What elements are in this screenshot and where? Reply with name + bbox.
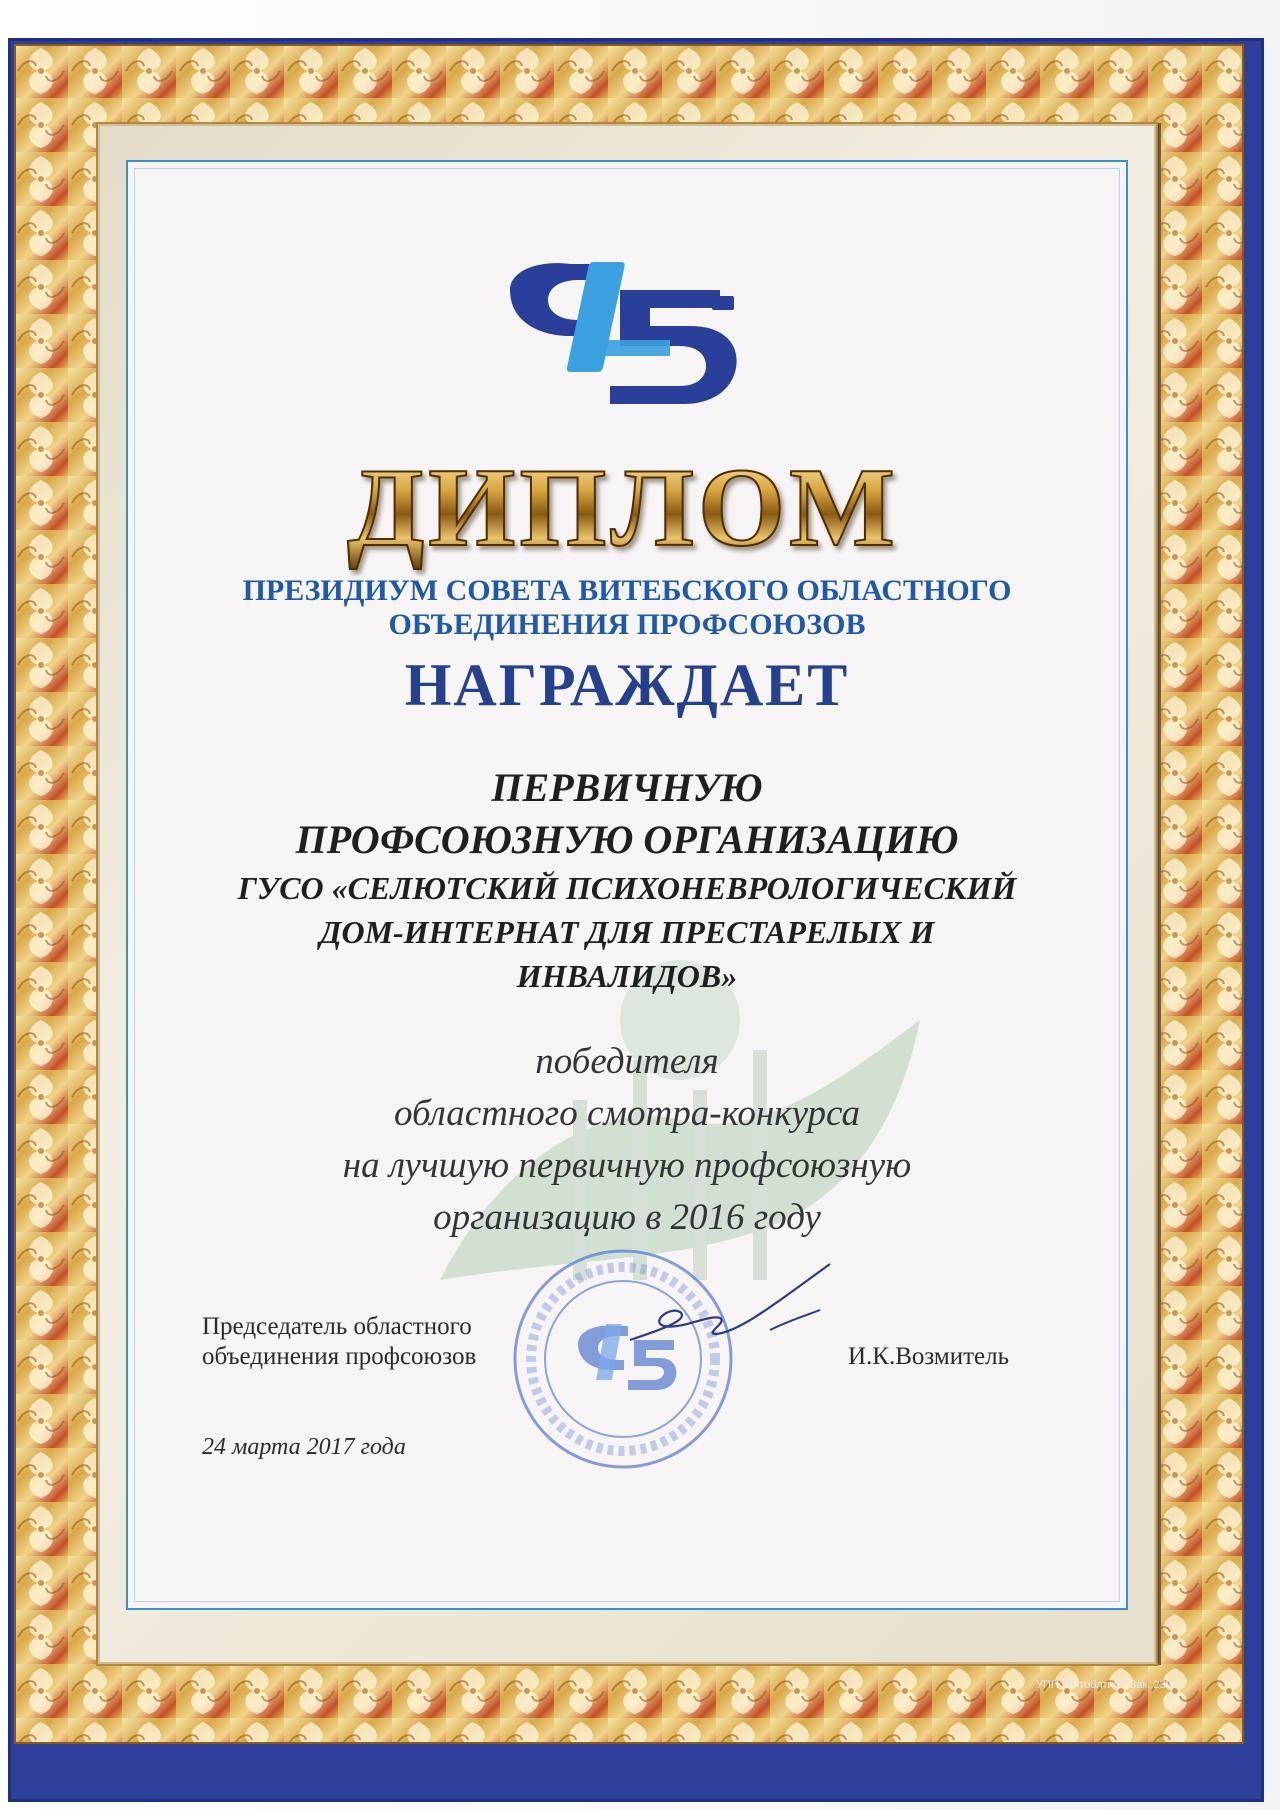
issuer-line: ПРЕЗИДИУМ СОВЕТА ВИТЕБСКОГО ОБЛАСТНОГО (242, 574, 1012, 607)
signatory-title-line: Председатель областного (202, 1313, 472, 1340)
recipient-line: ПЕРВИЧНУЮ (491, 765, 763, 810)
reason-line: победителя (535, 1041, 719, 1082)
recipient-line: ИНВАЛИДОВ» (516, 958, 738, 994)
handwritten-signature-icon (620, 1260, 840, 1380)
signatory-title-line: объединения профсоюзов (202, 1343, 477, 1370)
fpb-logo-icon (500, 250, 750, 420)
recipient-block (160, 762, 1094, 998)
award-reason (160, 1036, 1094, 1244)
recipient-line: ПРОФСОЮЗНУЮ ОРГАНИЗАЦИЮ (295, 817, 959, 862)
issuer-line: ОБЪЕДИНЕНИЯ ПРОФСОЮЗОВ (388, 608, 866, 641)
reason-line: областного смотра-конкурса (393, 1093, 860, 1134)
issue-date: 24 марта 2017 года (202, 1434, 406, 1460)
recipient-line: ДОМ-ИНТЕРНАТ ДЛЯ ПРЕСТАРЕЛЫХ И (319, 914, 935, 950)
signatory-name: И.К.Возмитель (848, 1343, 1010, 1370)
issuer-heading (160, 574, 1094, 642)
signatory-title (202, 1312, 476, 1372)
recipient-line: ГУСО «СЕЛЮТСКИЙ ПСИХОНЕВРОЛОГИЧЕСКИЙ (237, 870, 1017, 906)
award-verb: НАГРАЖДАЕТ (404, 652, 850, 718)
diploma-title: ДИПЛОМ (338, 448, 908, 568)
reason-line: организацию в 2016 году (433, 1197, 821, 1238)
printer-mark: УПП "Витоблтип", Зак. 2390 (1036, 1679, 1178, 1691)
reason-line: на лучшую первичную профсоюзную (342, 1145, 912, 1186)
